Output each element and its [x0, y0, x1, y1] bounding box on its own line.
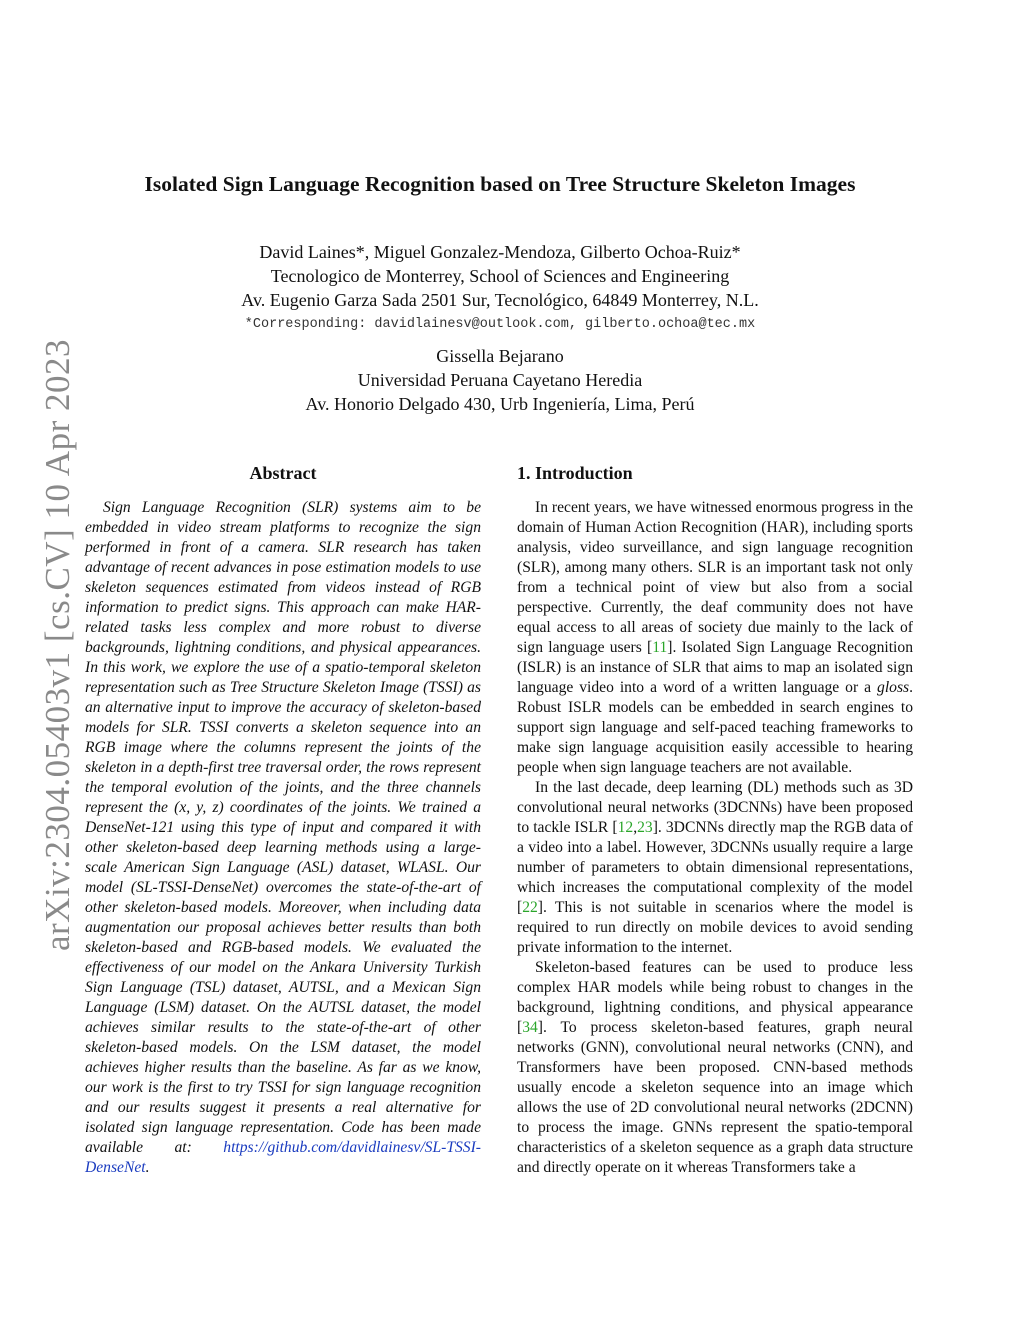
intro-paragraph-2 [517, 778, 913, 958]
code-link[interactable]: https://github.com/davidlainesv/SL-TSSI-DenseNet [85, 1139, 481, 1176]
citation-link[interactable]: 22 [522, 899, 538, 916]
intro-p1-text-c: . Robust ISLR models can be embedded in search engines to support sign language and self-paced teaching frameworks to make sign language acquisition easily accessible to hearing people when sign language teachers are not available. [517, 679, 913, 776]
abstract-body: Sign Language Recognition (SLR) systems aim to be embedded in video stream platforms to recognize the sign performed in front of a camera. SLR research has taken advantage of recent advances in pose estimation models to use skeleton sequences estimated from videos instead of RGB information to predict signs. This approach can make HAR-related tasks less complex and more robust to diverse backgrounds, lightning conditions, and physical appearances. In this work, we explore the use of a spatio-temporal skeleton representation such as Tree Structure Skeleton Image (TSSI) as an alternative input to improve the accuracy of skeleton-based models for SLR. TSSI converts a skeleton sequence into an RGB image where the columns represent the joints of the skeleton in a depth-first tree traversal order, the rows represent the temporal evolution of the joints, and the three channels represent the (x, y, z) coordinates of the joints. We trained a DenseNet-121 using this type of input and compared it with other skeleton-based deep learning methods using a large-scale American Sign Language (ASL) dataset, WLASL. Our model (SL-TSSI-DenseNet) overcomes the state-of-the-art of other skeleton-based models. Moreover, when including data augmentation our proposal achieves better results than both skeleton-based and RGB-based models. We evaluated the effectiveness of our model on the Ankara University Turkish Sign Language (TSL) dataset, AUTSL, and a Mexican Sign Language (LSM) dataset. On the AUTSL dataset, the model achieves similar results to the state-of-the-art of other skeleton-based models. On the LSM dataset, the model achieves higher results than the baseline. As far as we know, our work is the first to try TSSI for sign language recognition and our results suggest it presents a real alternative for isolated sign language representation. Code has been made available at: [85, 499, 481, 1156]
citation-link[interactable]: 11 [652, 639, 668, 656]
arxiv-identifier-text: arXiv:2304.05403v1 [cs.CV] 10 Apr 2023 [38, 338, 78, 952]
intro-p1-text-b: ]. Isolated Sign Language Recognition (ISLR) is an instance of SLR that aims to map an isolated sign language video into a word of a written language or a [517, 639, 913, 696]
citation-link[interactable]: 34 [522, 1019, 538, 1036]
abstract-column [85, 461, 481, 1178]
paper-title: Isolated Sign Language Recognition based on Tree Structure Skeleton Images [144, 172, 856, 196]
citation-link[interactable]: 23 [637, 819, 653, 836]
abstract-text [85, 498, 481, 1178]
corresponding-emails: *Corresponding: davidlainesv@outlook.com, gilberto.ochoa@tec.mx [244, 317, 756, 332]
intro-paragraph-1 [517, 498, 913, 778]
intro-p2-text-b: ]. 3DCNNs directly map the RGB data of a video into a label. However, 3DCNNs usually require a large number of parameters to obtain dimensional representations, which increases the computational complexity of the model [ [517, 819, 913, 916]
author-block-2 [0, 344, 1000, 416]
author-names-2: Gissella Bejarano [436, 346, 564, 366]
intro-p1-text-a: In recent years, we have witnessed enormous progress in the domain of Human Action Recognition (HAR), including sports analysis, video surveillance, and sign language recognition (SLR), among many others. SLR is an important task not only from a technical point of view but also from a social perspective. Currently, the deaf community does not have equal access to all areas of society due mainly to the lack of sign language users [ [517, 499, 913, 656]
author-address: Av. Eugenio Garza Sada 2501 Sur, Tecnológico, 64849 Monterrey, N.L. [241, 290, 759, 310]
author-names: David Laines*, Miguel Gonzalez-Mendoza, Gilberto Ochoa-Ruiz* [259, 242, 741, 262]
intro-p2-text-a: In the last decade, deep learning (DL) methods such as 3D convolutional neural networks (3DCNNs) have been proposed to tackle ISLR [ [517, 779, 913, 836]
gloss-term: gloss [877, 679, 910, 696]
author-block-1 [0, 240, 1000, 338]
citation-link[interactable]: 12 [617, 819, 634, 836]
intro-paragraph-3 [517, 958, 913, 1178]
citation-separator: , [633, 819, 638, 836]
intro-p3-text-b: ]. To process skeleton-based features, graph neural networks (GNN), convolutional neural networks (CNN), and Transformers have been proposed. CNN-based methods usually encode a skeleton sequence into an image which allows the use of 2D convolutional neural networks (2DCNN) to process the image. GNNs represent the spatio-temporal characteristics of a skeleton sequence as a graph data structure and directly operate on it whereas Transformers take a [517, 1019, 913, 1176]
introduction-heading: 1. Introduction [517, 463, 633, 483]
author-affiliation: Tecnologico de Monterrey, School of Sciences and Engineering [270, 266, 730, 286]
abstract-link-end: . [145, 1159, 150, 1176]
intro-p3-text-a: Skeleton-based features can be used to produce less complex HAR models while being robust to changes in the background, lightning conditions, and physical appearance [ [517, 959, 913, 1036]
abstract-heading: Abstract [249, 463, 317, 483]
intro-p2-text-c: ]. This is not suitable in scenarios where the model is required to run directly on mobile devices to avoid sending private information to the internet. [517, 899, 913, 956]
introduction-column [517, 461, 913, 1178]
author-affiliation-2: Universidad Peruana Cayetano Heredia [357, 370, 643, 390]
arxiv-identifier [34, 338, 82, 952]
author-address-2: Av. Honorio Delgado 430, Urb Ingeniería, Lima, Perú [305, 394, 695, 414]
